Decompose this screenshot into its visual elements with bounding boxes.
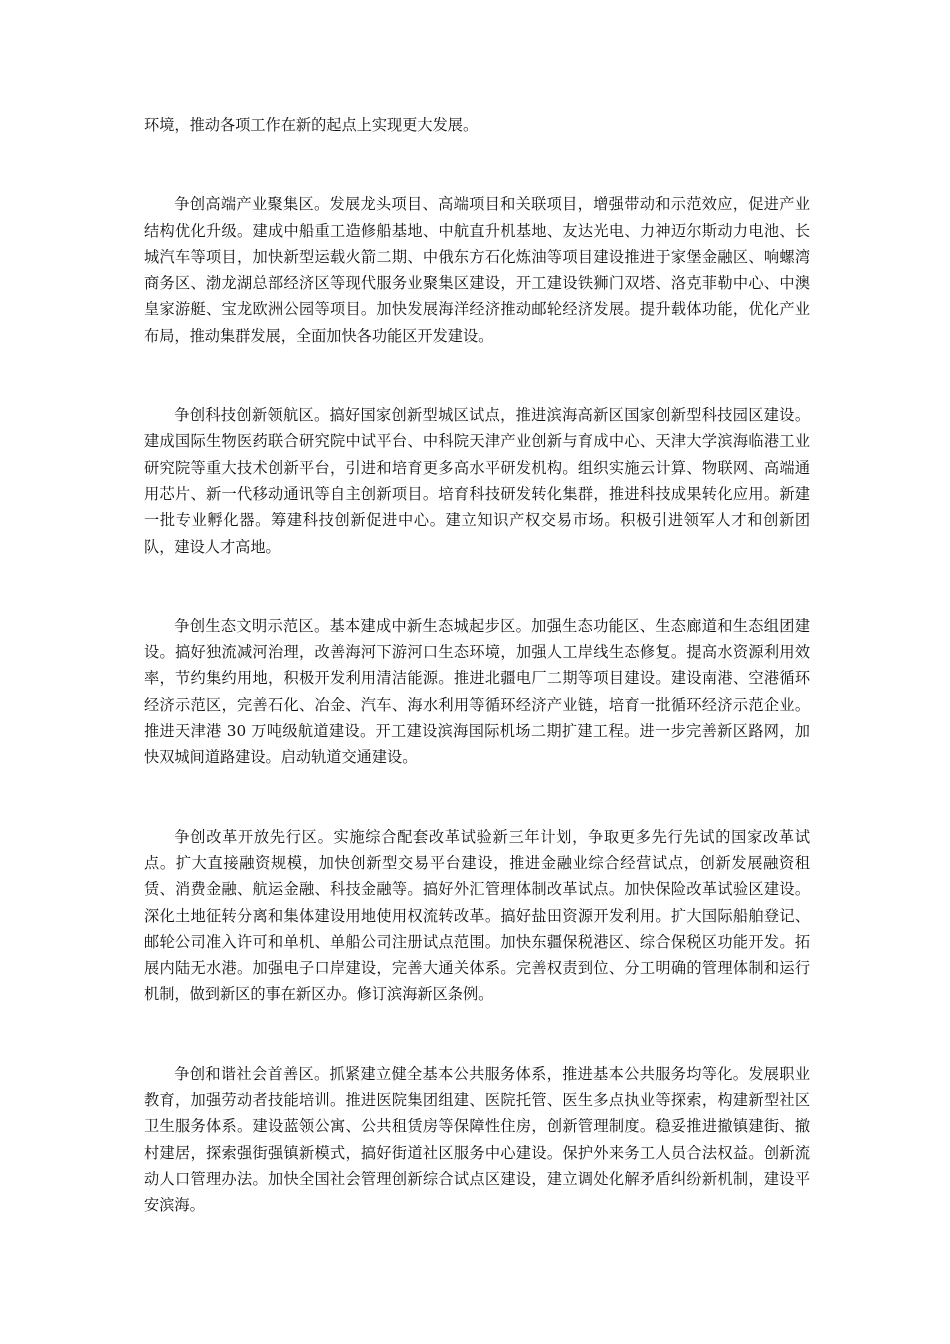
paragraph-gap bbox=[144, 560, 810, 613]
paragraph-tech-innovation: 争创科技创新领航区。搞好国家创新型城区试点，推进滨海高新区国家创新型科技园区建设。建成国际生物医药联合研究院中试平台、中科院天津产业创新与育成中心、天津大学滨海临港工业研究院等重大技术创新平台，引进和培育更多高水平研发机构。组织实施云计算、物联网、高端通用芯片、新一代移动通讯等自主创新项目。培育科技研发转化集群，推进科技成果转化应用。新建一批专业孵化器。筹建科技创新促进中心。建立知识产权交易市场。积极引进领军人才和创新团队，建设人才高地。 bbox=[144, 406, 810, 556]
paragraph-gap bbox=[144, 138, 810, 191]
paragraph-gap bbox=[144, 349, 810, 402]
paragraph-harmonious-society: 争创和谐社会首善区。抓紧建立健全基本公共服务体系，推进基本公共服务均等化。发展职业教育，加强劳动者技能培训。推进医院集团组建、医院托管、医生多点执业等探索，构建新型社区卫生服务体系。建设蓝领公寓、公共租赁房等保障性住房，创新管理制度。稳妥推进撤镇建街、撤村建居，探索强街强镇新模式，搞好街道社区服务中心建设。保护外来务工人员合法权益。创新流动人口管理办法。加快全国社会管理创新综合试点区建设，建立调处化解矛盾纠纷新机制，建设平安滨海。 bbox=[144, 1064, 810, 1215]
paragraph-gap bbox=[144, 1008, 810, 1061]
paragraph-ecological-civilization: 争创生态文明示范区。基本建成中新生态城起步区。加强生态功能区、生态廊道和生态组团建设。搞好独流减河治理，改善海河下游河口生态环境，加强人工岸线生态修复。提高水资源利用效率，节约集约用地，积极开发利用清洁能源。推进北疆电厂二期等项目建设。建设南港、空港循环经济示范区，完善石化、冶金、汽车、海水利用等循环经济产业链，培育一批循环经济示范企业。推进天津港 30 万吨级航道建设。开工建设滨海国际机场二期扩建工程。进一步完善新区路网，加快双城间道路建设。启动轨道交通建设。 bbox=[144, 616, 810, 767]
paragraph-reform-opening: 争创改革开放先行区。实施综合配套改革试验新三年计划，争取更多先行先试的国家改革试点。扩大直接融资规模，加快创新型交易平台建设，推进金融业综合经营试点，创新发展融资租赁、消费金融、航运金融、科技金融等。搞好外汇管理体制改革试点。加快保险改革试验区建设。深化土地征转分离和集体建设用地使用权流转改革。搞好盐田资源开发利用。扩大国际船舶登记、邮轮公司准入许可和单机、单船公司注册试点范围。加快东疆保税港区、综合保税区功能开发。拓展内陆无水港。加强电子口岸建设，完善大通关体系。完善权责到位、分工明确的管理体制和运行机制，做到新区的事在新区办。修订滨海新区条例。 bbox=[144, 827, 810, 1004]
document-body bbox=[144, 112, 810, 1219]
paragraph-intro-continuation: 环境，推动各项工作在新的起点上实现更大发展。 bbox=[144, 116, 479, 134]
paragraph-industry-cluster: 争创高端产业聚集区。发展龙头项目、高端项目和关联项目，增强带动和示范效应，促进产业结构优化升级。建成中船重工造修船基地、中航直升机基地、友达光电、力神迈尔斯动力电池、长城汽车等项目，加快新型运载火箭二期、中俄东方石化炼油等项目建设推进于家堡金融区、响螺湾商务区、渤龙湖总部经济区等现代服务业聚集区建设，开工建设铁狮门双塔、洛克菲勒中心、中澳皇家游艇、宝龙欧洲公园等项目。加快发展海洋经济推动邮轮经济发展。提升载体功能，优化产业布局，推动集群发展，全面加快各功能区开发建设。 bbox=[144, 195, 810, 345]
paragraph-gap bbox=[144, 771, 810, 824]
